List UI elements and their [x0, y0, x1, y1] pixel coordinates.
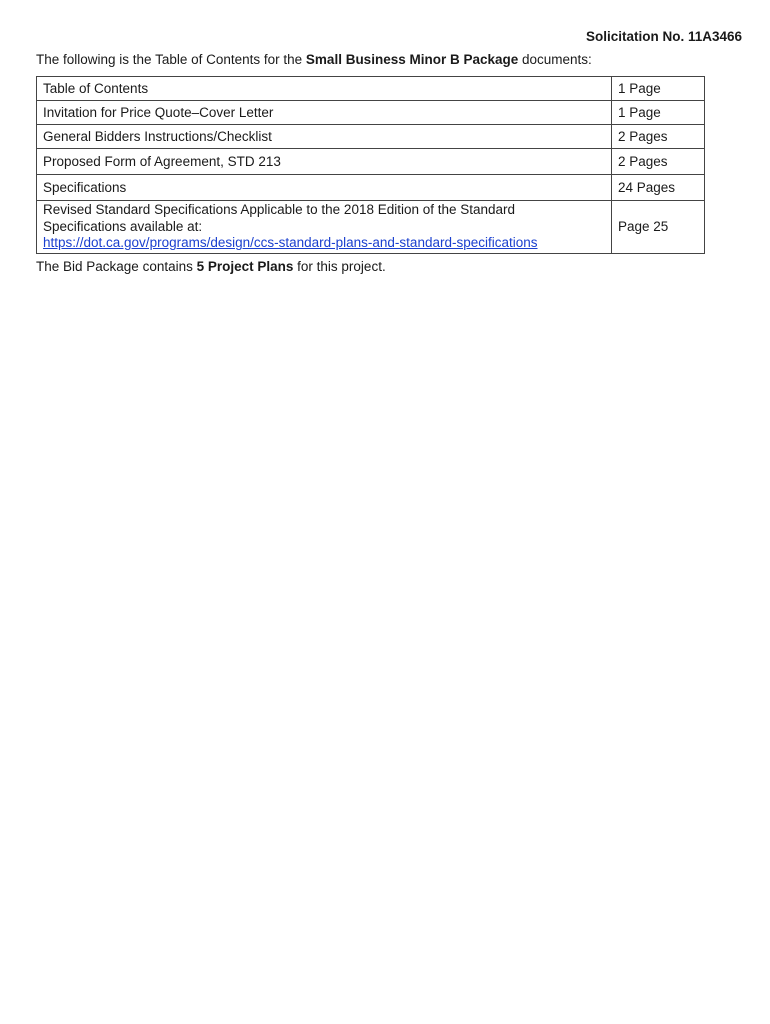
toc-item-title: Proposed Form of Agreement, STD 213 — [37, 149, 612, 175]
toc-item-pages: 24 Pages — [612, 175, 705, 201]
intro-suffix: documents: — [518, 52, 592, 67]
specifications-link[interactable]: https://dot.ca.gov/programs/design/ccs-standard-plans-and-standard-specifications — [43, 235, 538, 250]
solicitation-number: Solicitation No. 11A3466 — [585, 29, 742, 44]
table-row — [37, 125, 705, 149]
table-row — [37, 175, 705, 201]
toc-item-title: Invitation for Price Quote–Cover Letter — [37, 101, 612, 125]
project-plans-count: 5 Project Plans — [196, 259, 294, 274]
toc-item-pages: Page 25 — [612, 201, 705, 254]
intro-text — [36, 52, 592, 67]
table-of-contents — [36, 76, 705, 254]
toc-item-pages: 1 Page — [612, 77, 705, 101]
toc-item-title — [37, 201, 612, 254]
toc-item-pages: 2 Pages — [612, 125, 705, 149]
closing-text — [36, 259, 386, 274]
closing-suffix: for this project. — [293, 259, 386, 274]
toc-item-title: Table of Contents — [37, 77, 612, 101]
table-row — [37, 101, 705, 125]
package-name: Small Business Minor B Package — [305, 52, 519, 67]
toc-item-line: Revised Standard Specifications Applicable to the 2018 Edition of the Standard — [43, 202, 516, 217]
toc-item-pages: 2 Pages — [612, 149, 705, 175]
toc-item-line: Specifications available at: — [43, 218, 203, 234]
toc-item-pages: 1 Page — [612, 101, 705, 125]
table-row — [37, 201, 705, 254]
intro-prefix: The following is the Table of Contents for the — [36, 52, 306, 67]
toc-item-title: General Bidders Instructions/Checklist — [37, 125, 612, 149]
table-row — [37, 149, 705, 175]
toc-item-title: Specifications — [37, 175, 612, 201]
table-row — [37, 77, 705, 101]
closing-prefix: The Bid Package contains — [36, 259, 197, 274]
